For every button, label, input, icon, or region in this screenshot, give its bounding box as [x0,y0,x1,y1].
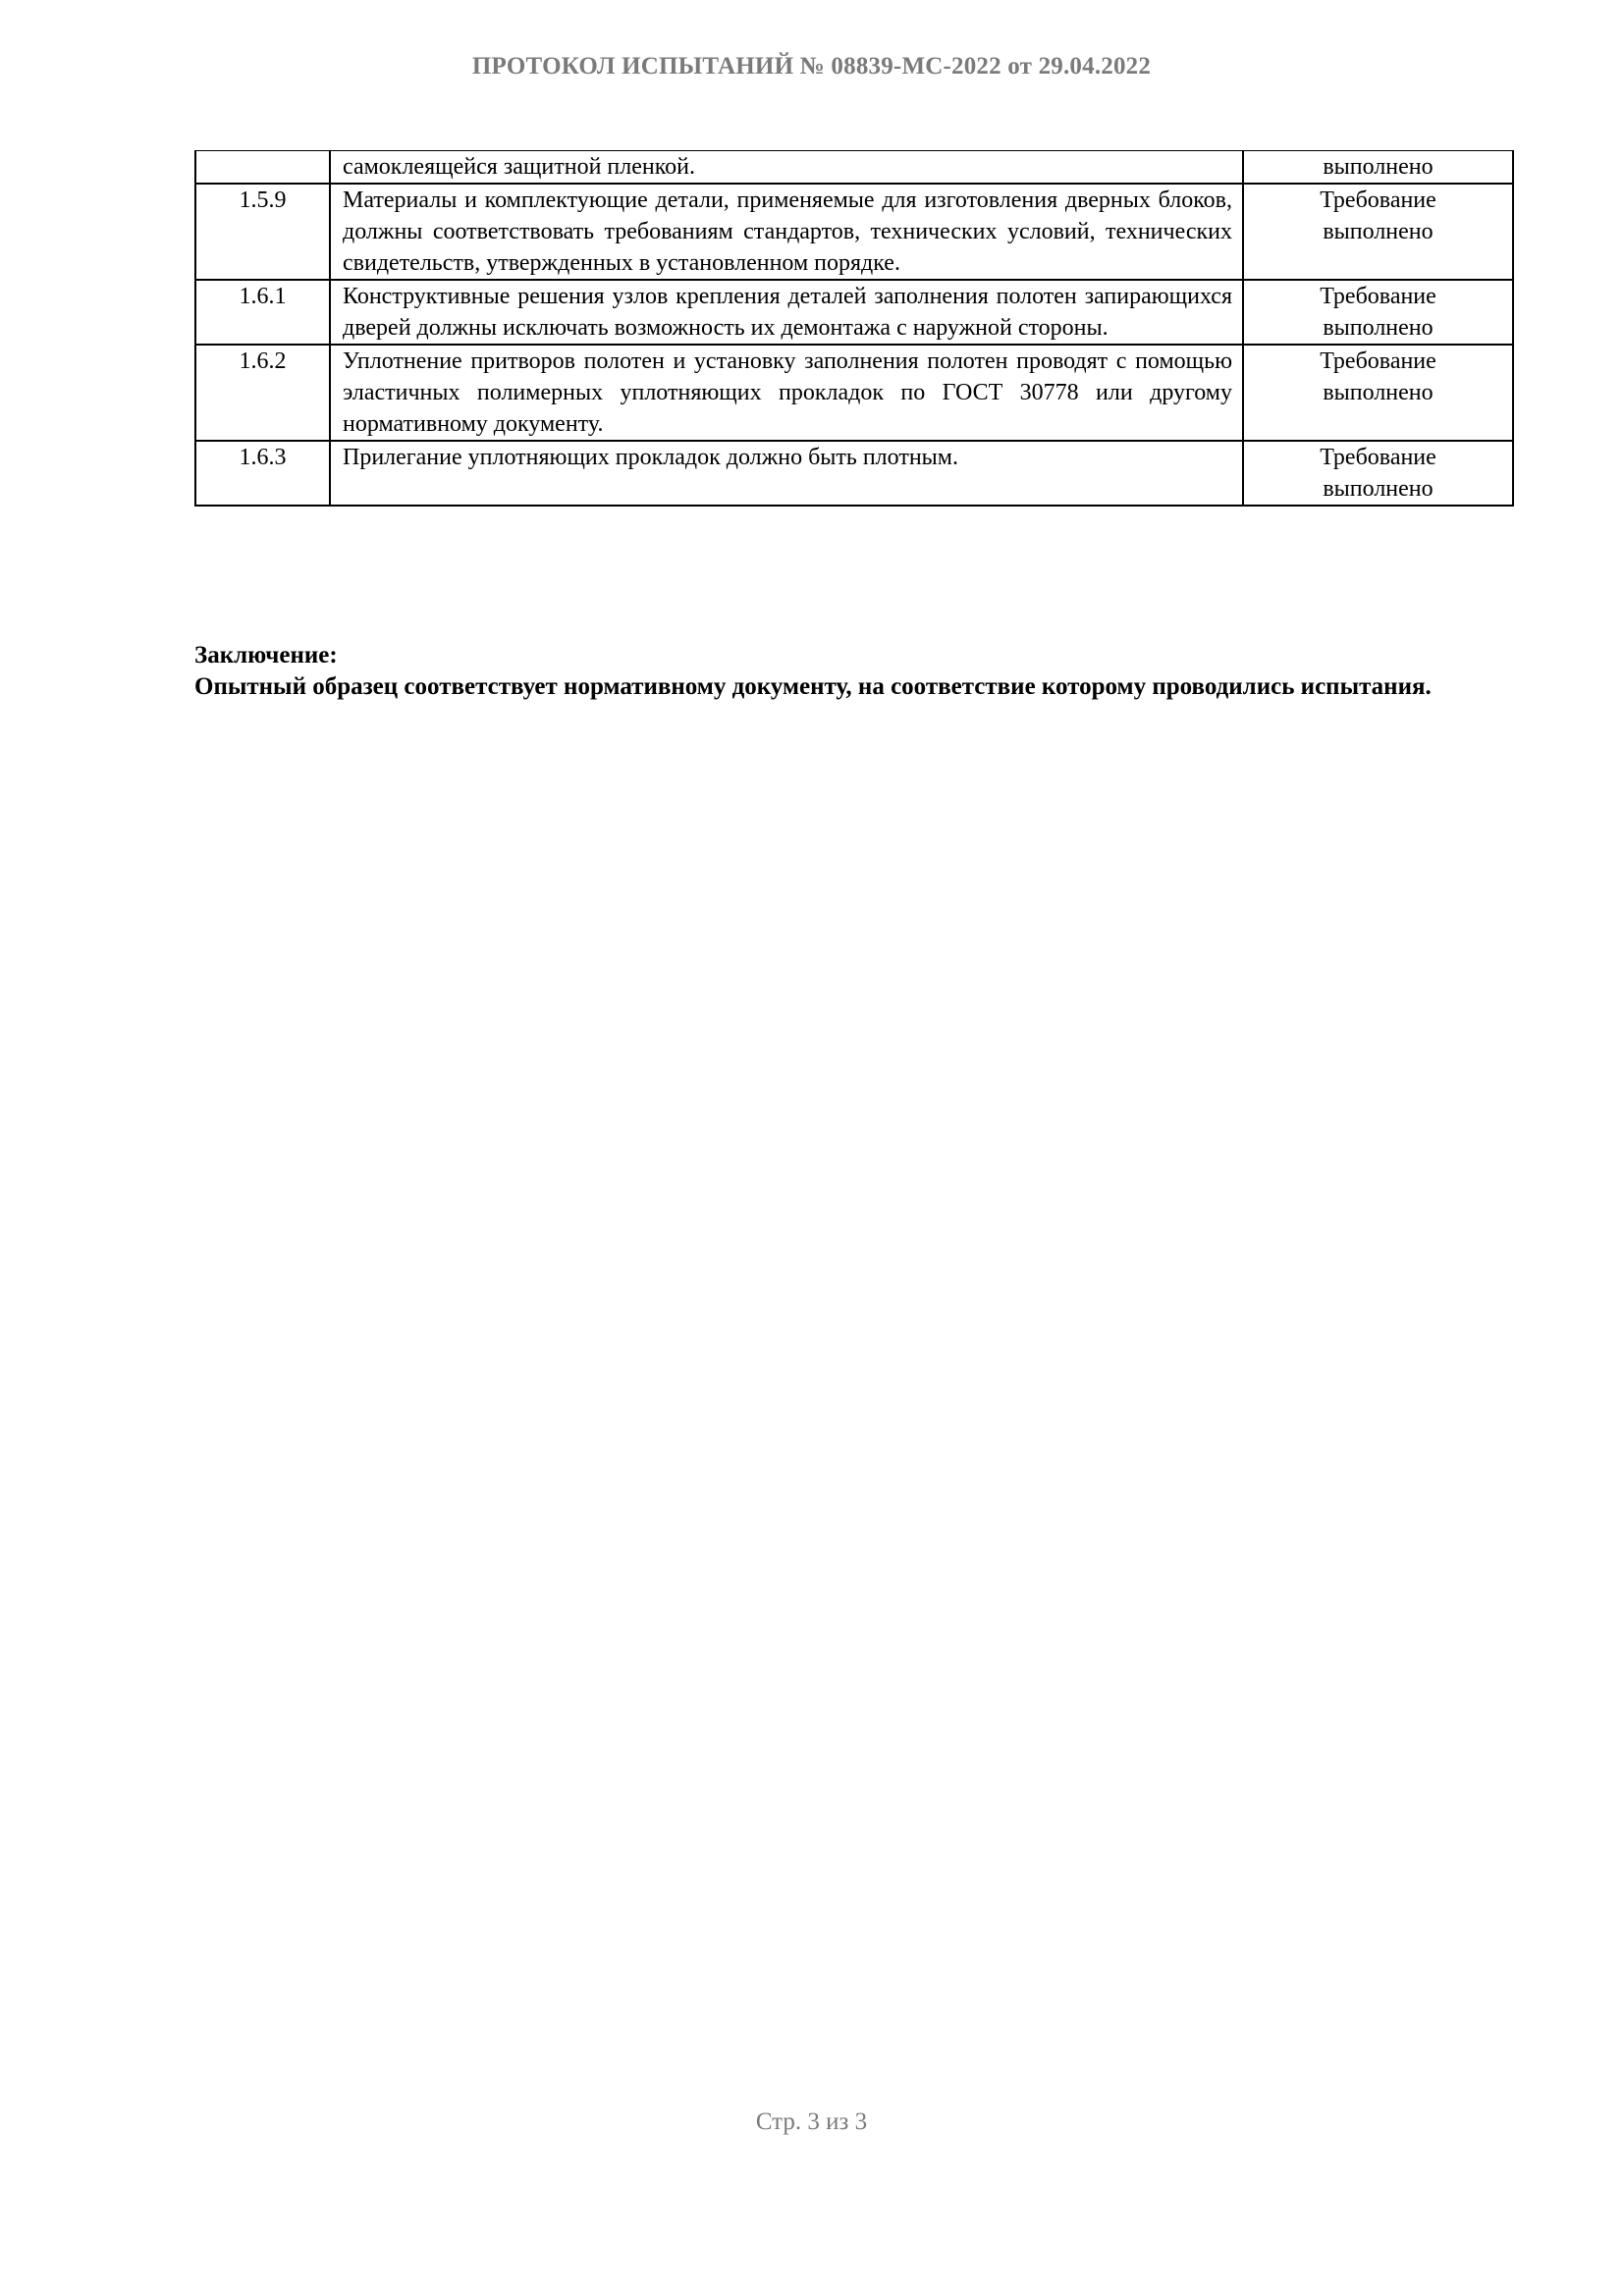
result-line-2: выполнено [1323,476,1434,502]
result-line-2: выполнено [1323,219,1434,244]
clause-number [195,151,330,185]
result-cell [1243,345,1513,441]
conclusion-text: Опытный образец соответствует нормативному документу, на соответствие которому проводились испытания. [194,673,1432,700]
clause-number: 1.6.2 [195,345,330,441]
result-line-1: Требование [1320,348,1436,374]
page-header-title: ПРОТОКОЛ ИСПЫТАНИЙ № 08839-МС-2022 от 29.04.2022 [471,53,1152,80]
requirement-text: Уплотнение притворов полотен и установку заполнения полотен проводят с помощью эластичных полимерных уплотняющих прокладок по ГОСТ 30778 или другому нормативному документу. [330,345,1243,441]
result-line-1: Требование [1320,284,1436,309]
conclusion-block [194,640,1512,703]
result-cell [1243,184,1513,280]
result-line-2: выполнено [1323,315,1434,341]
requirements-table [194,150,1514,507]
result-line-2: выполнено [1323,380,1434,405]
table-row [195,184,1513,280]
requirement-text: Материалы и комплектующие детали, применяемые для изготовления дверных блоков, должны соответствовать требованиям стандартов, технических условий, технических свидетельств, утвержденных в установленном порядке. [330,184,1243,280]
result-line-1: Требование [1320,187,1436,213]
result-cell [1243,151,1513,185]
table-row [195,280,1513,345]
conclusion-heading: Заключение: [194,642,338,668]
clause-number: 1.6.3 [195,441,330,506]
requirement-text: Конструктивные решения узлов крепления деталей заполнения полотен запирающихся дверей должны исключать возможность их демонтажа с наружной стороны. [330,280,1243,345]
requirement-text: Прилегание уплотняющих прокладок должно быть плотным. [330,441,1243,506]
table-row [195,441,1513,506]
result-line-2: выполнено [1323,154,1434,180]
result-line-1: Требование [1320,445,1436,470]
result-cell [1243,280,1513,345]
requirement-text: самоклеящейся защитной пленкой. [330,151,1243,185]
table-row [195,345,1513,441]
clause-number: 1.5.9 [195,184,330,280]
page-number: Стр. 3 из 3 [755,2109,868,2135]
table-row [195,151,1513,185]
clause-number: 1.6.1 [195,280,330,345]
result-cell [1243,441,1513,506]
